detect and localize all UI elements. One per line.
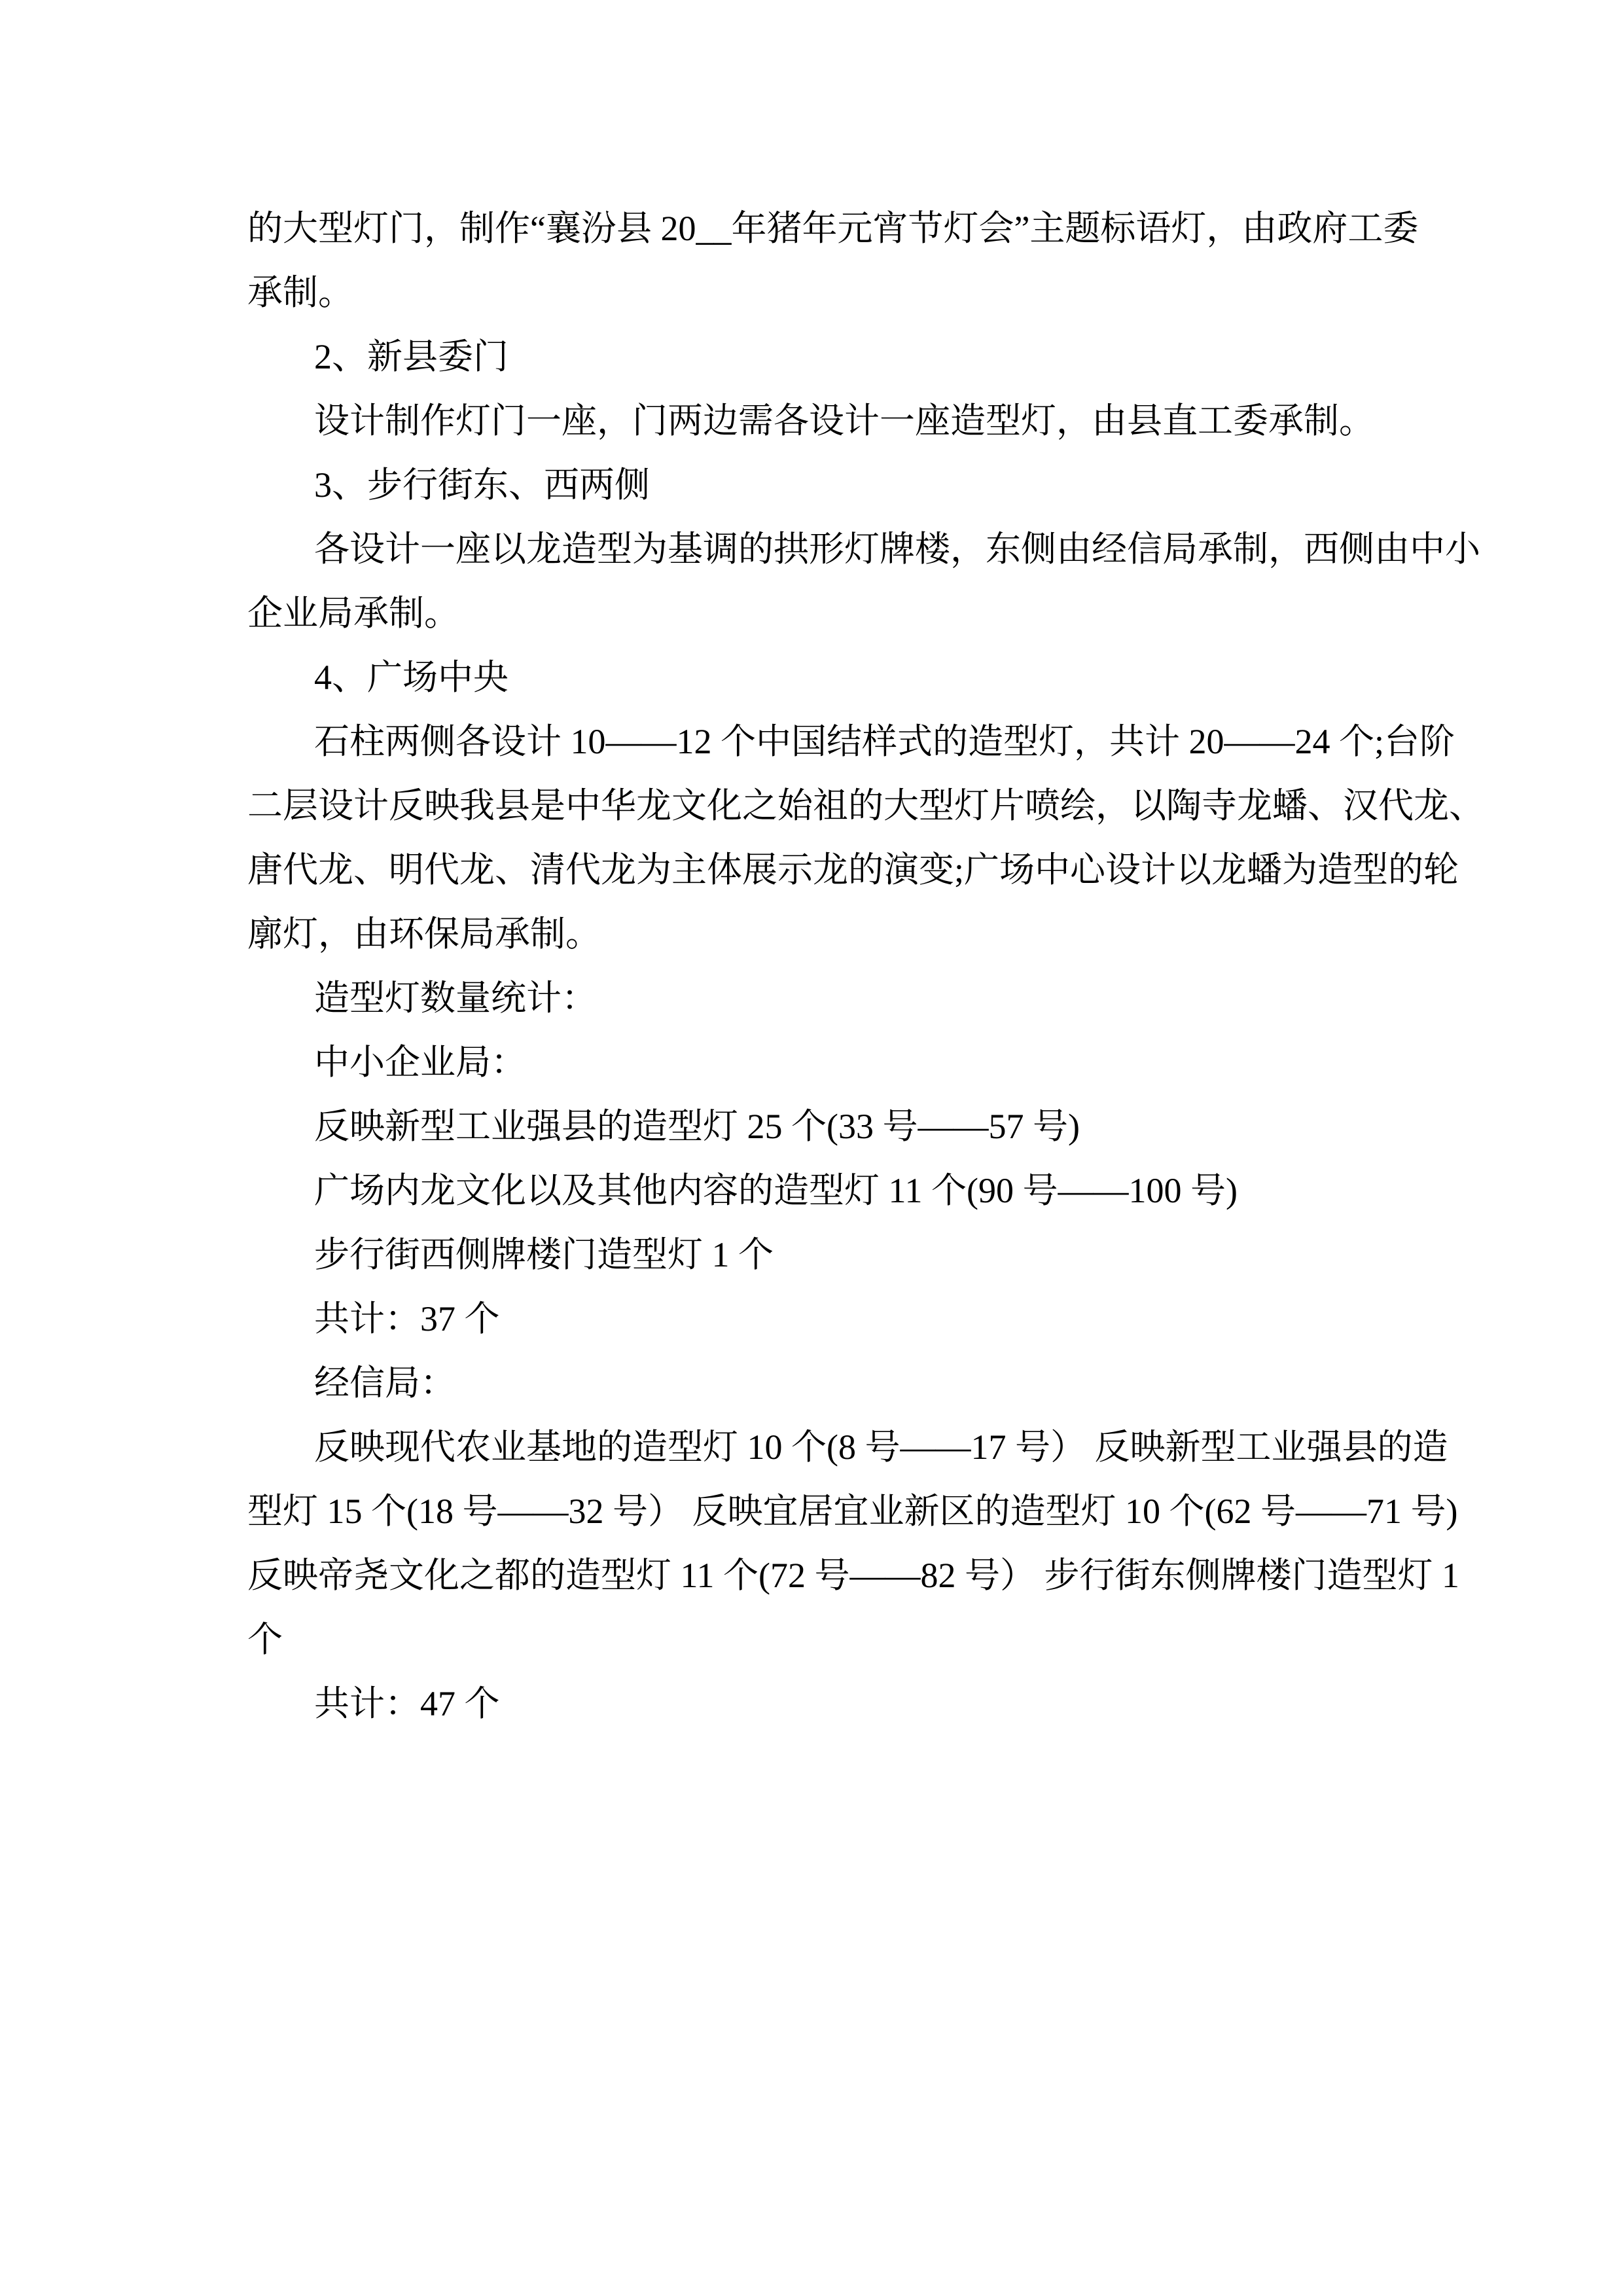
text-line: 设计制作灯门一座，门两边需各设计一座造型灯，由县直工委承制。 [314,401,1374,440]
text-line: 廓灯，由环保局承制。 [247,914,601,954]
text-line: 3、步行街东、西两侧 [314,465,650,505]
text-line: 共计：47 个 [314,1684,500,1723]
text-line: 步行街西侧牌楼门造型灯 1 个 [314,1235,774,1274]
text-line: 中小企业局： [314,1043,526,1082]
text-line: 广场内龙文化以及其他内容的造型灯 11 个(90 号——100 号) [314,1171,1238,1210]
document-body [247,196,1484,1736]
text-line: 反映帝尧文化之都的造型灯 11 个(72 号——82 号） 步行街东侧牌楼门造型灯 1 [247,1556,1459,1595]
text-line: 的大型灯门，制作“襄汾县 20__年猪年元宵节灯会”主题标语灯，由政府工委 [247,209,1419,248]
text-line: 企业局承制。 [247,594,459,633]
text-line: 唐代龙、明代龙、清代龙为主体展示龙的演变;广场中心设计以龙蟠为造型的轮 [247,850,1459,889]
text-line: 二层设计反映我县是中华龙文化之始祖的大型灯片喷绘，以陶寺龙蟠、汉代龙、 [247,786,1484,825]
text-line: 共计：37 个 [314,1299,500,1338]
text-line: 反映新型工业强县的造型灯 25 个(33 号——57 号) [314,1107,1080,1146]
text-line: 石柱两侧各设计 10——12 个中国结样式的造型灯，共计 20——24 个;台阶 [314,722,1455,761]
text-line: 型灯 15 个(18 号——32 号） 反映宜居宜业新区的造型灯 10 个(62 号——71 号) [247,1492,1458,1531]
text-line: 2、新县委门 [314,337,508,376]
text-line: 承制。 [247,273,353,312]
text-line: 4、广场中央 [314,658,508,697]
text-line: 各设计一座以龙造型为基调的拱形灯牌楼，东侧由经信局承制，西侧由中小 [314,529,1480,569]
text-line: 经信局： [314,1363,455,1403]
text-line: 个 [247,1620,283,1659]
text-line: 造型灯数量统计： [314,978,597,1018]
text-line: 反映现代农业基地的造型灯 10 个(8 号——17 号） 反映新型工业强县的造 [314,1427,1448,1467]
